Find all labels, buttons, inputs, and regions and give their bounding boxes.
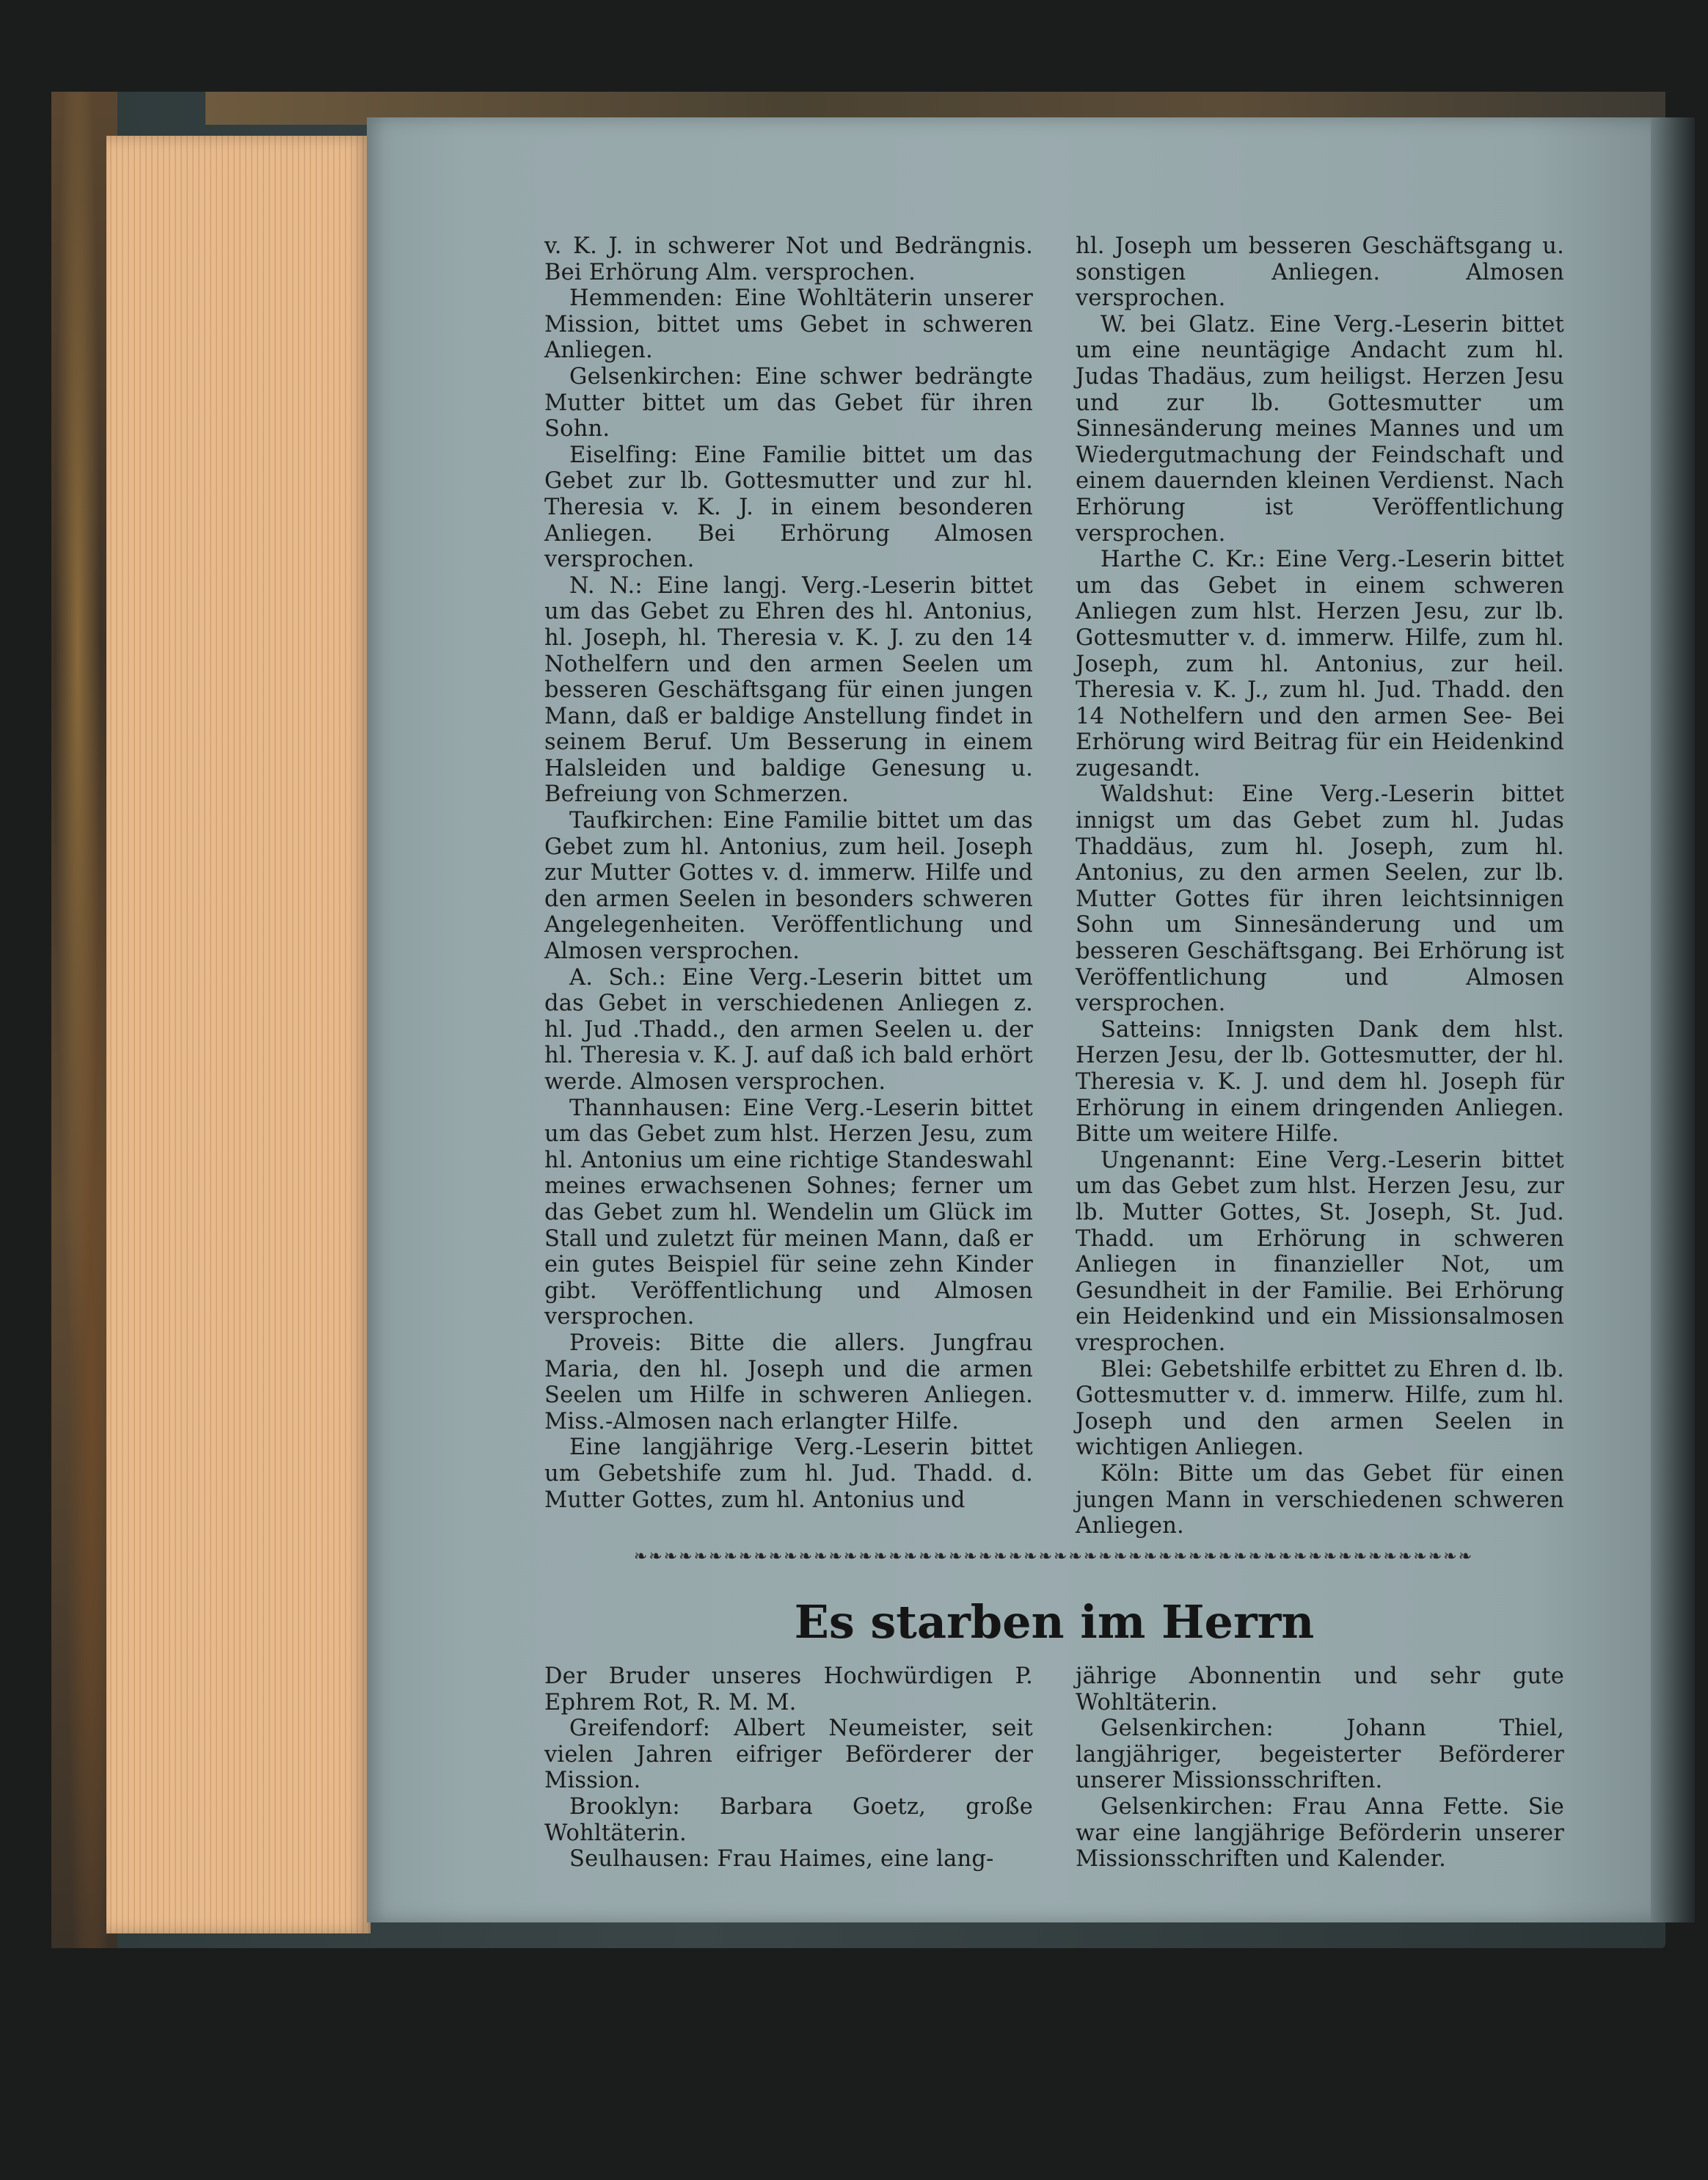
paragraph: Satteins: Innigsten Dank dem hlst. Herzen Jesu, der lb. Gottesmutter, der hl. Theresia v. K. J. und dem hl. Joseph für Erhörung in einem dringenden Anliegen. Bitte um weitere Hilfe. — [1076, 1016, 1564, 1148]
paragraph: A. Sch.: Eine Verg.-Leserin bittet um das Gebet in verschiedenen Anliegen z. hl. Jud .Thadd., den armen Seelen u. der hl. Theresia v. K. J. auf daß ich bald erhört werde. Almosen versprochen. — [544, 964, 1033, 1095]
paragraph: Seulhausen: Frau Haimes, eine lang- — [569, 1846, 994, 1873]
paragraph: Köln: Bitte um das Gebet für einen jungen Mann in verschiedenen schweren Anliegen. — [1076, 1460, 1564, 1539]
paragraph: v. K. J. in schwerer Not und Bedrängnis. Bei Erhörung Alm. versprochen. — [544, 233, 1033, 285]
paragraph: Proveis: Bitte die allers. Jungfrau Maria, den hl. Joseph und die armen Seelen um Hilfe in schweren Anliegen. Miss.-Almosen nach erlangter Hilfe. — [544, 1330, 1033, 1435]
paragraph: Thannhausen: Eine Verg.-Leserin bittet um das Gebet zum hlst. Herzen Jesu, zum hl. Antonius um eine richtige Standeswahl meines erwachsenen Sohnes; ferner um das Gebet zum hl. Wendelin um Glück im Stall und zuletzt für meinen Mann, daß er ein gutes Beispiel für seine zehn Kinder gibt. Veröffentlichung und Almosen versprochen. — [544, 1095, 1033, 1330]
paragraph: Greifendorf: Albert Neumeister, seit vielen Jahren eifriger Beförderer der Mission. — [544, 1716, 1033, 1794]
paragraph: Waldshut: Eine Verg.-Leserin bittet innigst um das Gebet zum hl. Judas Thaddäus, zum hl. Joseph, zum hl. Antonius, zu den armen Seelen, zur lb. Mutter Gottes für ihren leichtsinnigen Sohn um Sinnesänderung und um besseren Geschäftsgang. Bei Erhörung ist Veröffentlichung und Almosen versprochen. — [1076, 781, 1564, 1017]
obituary-left-column — [544, 1663, 1033, 1873]
gutter — [1651, 117, 1695, 1922]
paragraph: Blei: Gebetshilfe erbittet zu Ehren d. lb. Gottesmutter v. d. immerw. Hilfe, zum hl. Joseph und den armen Seelen in wichtigen Anliegen. — [1076, 1356, 1564, 1461]
paragraph: jährige Abonnentin und sehr gute Wohltäterin. — [1076, 1663, 1564, 1716]
paragraph: Eine langjährige Verg.-Leserin bittet um Gebetshife zum hl. Jud. Thadd. d. Mutter Gottes, zum hl. Antonius und — [544, 1435, 1033, 1513]
paragraph: Harthe C. Kr.: Eine Verg.-Leserin bittet um das Gebet in einem schweren Anliegen zum hlst. Herzen Jesu, zur lb. Gottesmutter v. d. immerw. Hilfe, zum hl. Joseph, zum hl. Antonius, zur heil. Theresia v. K. J., zum hl. Jud. Thadd. den 14 Nothelfern und den armen See- Bei Erhörung wird Beitrag für ein Heidenkind zugesandt. — [1076, 547, 1564, 781]
paragraph: Gelsenkirchen: Frau Anna Fette. Sie war eine langjährige Beförderin unserer Missionsschriften und Kalender. — [1076, 1793, 1564, 1873]
ornamental-divider: ❧❧❧❧❧❧❧❧❧❧❧❧❧❧❧❧❧❧❧❧❧❧❧❧❧❧❧❧❧❧❧❧❧❧❧❧❧❧❧❧❧❧❧❧❧❧❧❧❧❧❧❧❧❧❧❧ — [633, 1547, 1474, 1566]
obituary-right-column — [1076, 1663, 1564, 1873]
paragraph: Hemmenden: Eine Wohltäterin unserer Mission, bittet ums Gebet in schweren Anliegen. — [544, 285, 1033, 364]
paragraph: W. bei Glatz. Eine Verg.-Leserin bittet um eine neuntägige Andacht zum hl. Judas Thadäus, zum heiligst. Herzen Jesu und zur lb. Gottesmutter um Sinnesänderung meines Mannes und um Wiedergutmachung der Feindschaft und einem dauernden kleinen Verdienst. Nach Erhörung ist Veröffentlichung versprochen. — [1076, 311, 1564, 547]
paragraph: Der Bruder unseres Hochwürdigen P. Ephrem Rot, R. M. M. — [544, 1663, 1033, 1716]
paragraph: Ungenannt: Eine Verg.-Leserin bittet um das Gebet zum hlst. Herzen Jesu, zur lb. Mutter Gottes, St. Joseph, St. Jud. Thadd. um Erhörung in schweren Anliegen in finanzieller Not, um Gesundheit in der Familie. Bei Erhörung ein Heidenkind und ein Missionsalmosen vresprochen. — [1076, 1147, 1564, 1356]
page-stack — [106, 136, 371, 1933]
obituary-heading: Es starben im Herrn — [794, 1595, 1315, 1649]
paragraph: Gelsenkirchen: Eine schwer bedrängte Mutter bittet um das Gebet für ihren Sohn. — [544, 363, 1033, 442]
paragraph: Brooklyn: Barbara Goetz, große Wohltäterin. — [544, 1793, 1033, 1846]
right-column — [1076, 233, 1564, 1539]
paragraph: hl. Joseph um besseren Geschäftsgang u. sonstigen Anliegen. Almosen versprochen. — [1076, 233, 1564, 312]
paragraph: N. N.: Eine langj. Verg.-Leserin bittet um das Gebet zu Ehren des hl. Antonius, hl. Joseph, hl. Theresia v. K. J. zu den 14 Nothelfern und den armen Seelen um besseren Geschäftsgang für einen jungen Mann, daß er baldige Anstellung findet in seinem Beruf. Um Besserung in einem Halsleiden und baldige Genesung u. Befreiung von Schmerzen. — [544, 572, 1033, 808]
left-column — [544, 233, 1033, 1513]
paragraph: Taufkirchen: Eine Familie bittet um das Gebet zum hl. Antonius, zum heil. Joseph zur Mutter Gottes v. d. immerw. Hilfe und den armen Seelen in besonders schweren Angelegenheiten. Veröffentlichung und Almosen versprochen. — [544, 808, 1033, 965]
paragraph: Gelsenkirchen: Johann Thiel, langjähriger, begeisterter Beförderer unserer Missionsschriften. — [1076, 1716, 1564, 1794]
paragraph: Eiselfing: Eine Familie bittet um das Gebet zur lb. Gottesmutter und zur hl. Theresia v. K. J. in einem besonderen Anliegen. Bei Erhörung Almosen versprochen. — [544, 442, 1033, 573]
